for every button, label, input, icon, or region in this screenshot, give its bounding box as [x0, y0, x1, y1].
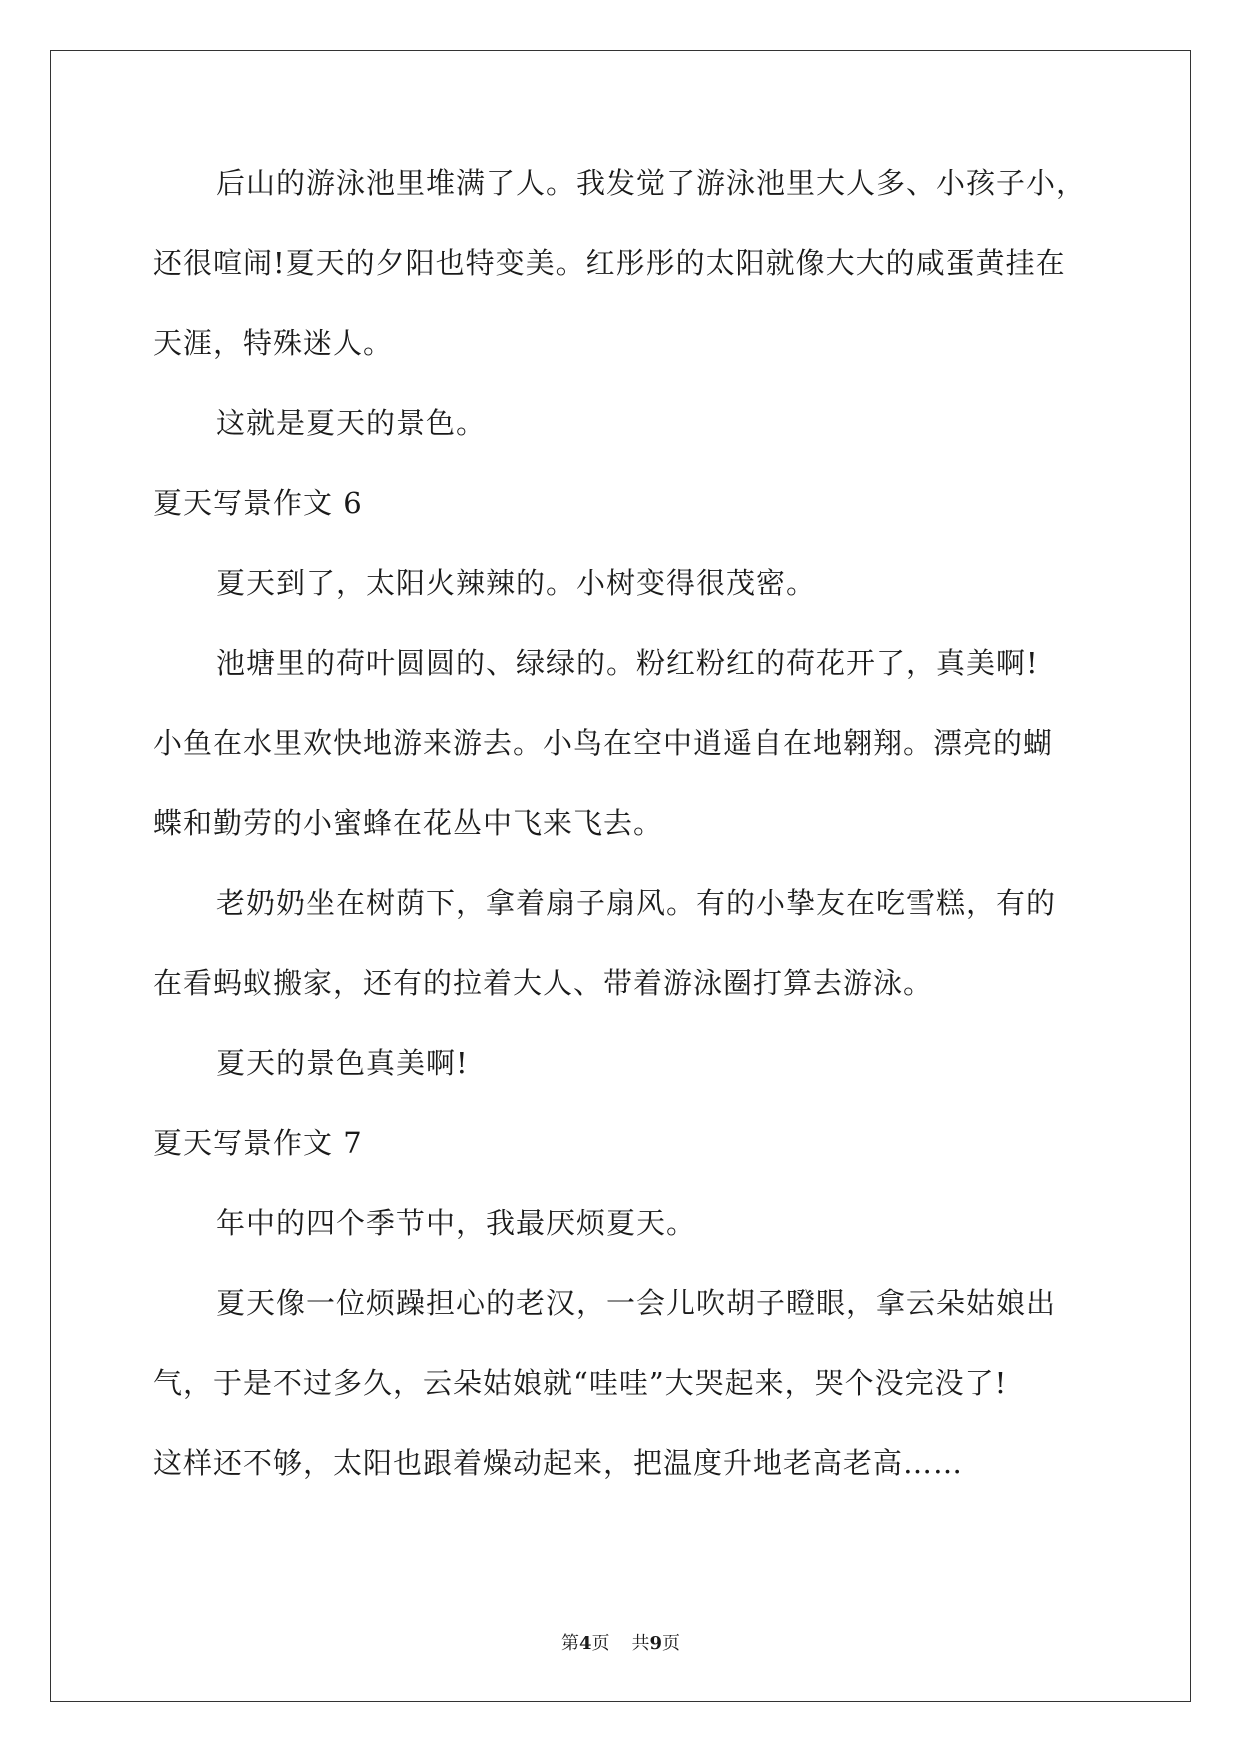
paragraph-line: 在看蚂蚁搬家，还有的拉着大人、带着游泳圈打算去游泳。 — [153, 966, 934, 1000]
paragraph-line: 这样还不够，太阳也跟着燥动起来，把温度升地老高老高…… — [153, 1446, 964, 1480]
paragraph-line: 后山的游泳池里堆满了人。我发觉了游泳池里大人多、小孩子小， — [216, 166, 1087, 200]
total-pages: 9 — [649, 1633, 663, 1654]
paragraph-line: 夏天像一位烦躁担心的老汉，一会儿吹胡子瞪眼，拿云朵姑娘出 — [216, 1286, 1057, 1320]
paragraph-line: 年中的四个季节中，我最厌烦夏天。 — [216, 1206, 697, 1240]
page-footer — [0, 1632, 1241, 1656]
paragraph-line: 天涯，特殊迷人。 — [153, 326, 394, 360]
page-number: 4 — [578, 1633, 592, 1654]
total-label-prefix: 共 — [631, 1633, 650, 1654]
paragraph-line: 蝶和勤劳的小蜜蜂在花丛中飞来飞去。 — [153, 806, 664, 840]
paragraph-line: 小鱼在水里欢快地游来游去。小鸟在空中逍遥自在地翱翔。漂亮的蝴 — [153, 726, 1054, 760]
paragraph-line: 老奶奶坐在树荫下，拿着扇子扇风。有的小挚友在吃雪糕，有的 — [216, 886, 1057, 920]
paragraph-line: 池塘里的荷叶圆圆的、绿绿的。粉红粉红的荷花开了，真美啊! — [216, 646, 1039, 680]
paragraph-line: 夏天到了，太阳火辣辣的。小树变得很茂密。 — [216, 566, 817, 600]
page-label-prefix: 第 — [560, 1633, 579, 1654]
page-label-suffix: 页 — [591, 1633, 610, 1654]
document-body — [153, 163, 1093, 1523]
paragraph-line: 还很喧闹!夏天的夕阳也特变美。红彤彤的太阳就像大大的咸蛋黄挂在 — [153, 246, 1066, 280]
section-heading: 夏天写景作文 6 — [153, 486, 363, 520]
total-label-suffix: 页 — [662, 1633, 681, 1654]
section-heading: 夏天写景作文 7 — [153, 1126, 363, 1160]
paragraph-line: 夏天的景色真美啊! — [216, 1046, 469, 1080]
paragraph-line: 这就是夏天的景色。 — [216, 406, 487, 440]
paragraph-line: 气，于是不过多久，云朵姑娘就“哇哇”大哭起来，哭个没完没了! — [153, 1366, 1008, 1400]
